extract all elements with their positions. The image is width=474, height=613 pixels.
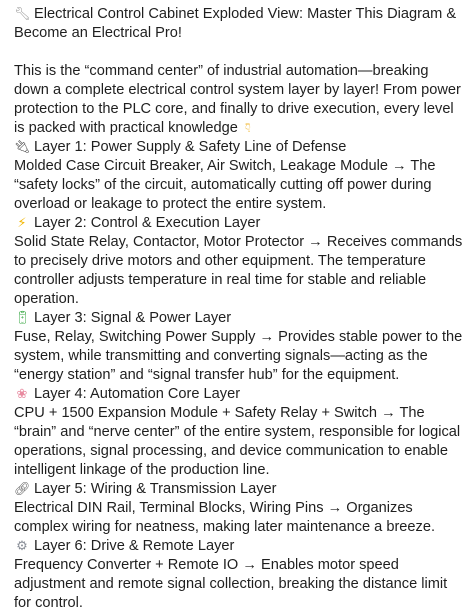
post-title [14, 5, 466, 43]
lightning-icon: ⚡︎ [17, 216, 27, 231]
layer-section-1 [14, 138, 466, 214]
layer-body-4: CPU + 1500 Expansion Module + Safety Relay + Switch → The “brain” and “nerve center” of the entire system, responsible for logical operations, signal processing, and device communication to enable intelligent linkage of the production line. [14, 405, 461, 478]
layer-section-4 [14, 385, 466, 480]
layer-section-5 [14, 480, 466, 537]
layer-heading-2 [14, 214, 466, 233]
layer-body-2: Solid State Relay, Contactor, Motor Protector → Receives commands to precisely drive motors and other equipment. The temperature controller adjusts temperature in real time for stable and reliable operation. [14, 234, 463, 307]
layer-heading-text: Layer 1: Power Supply & Safety Line of Defense [34, 139, 347, 155]
gear-icon: ⚙︎ [16, 539, 28, 554]
wrench-icon: 🔧︎ [14, 7, 31, 22]
layer-heading-text: Layer 3: Signal & Power Layer [34, 310, 232, 326]
layer-section-3 [14, 309, 466, 385]
layer-body-6: Frequency Converter + Remote IO → Enables motor speed adjustment and remote signal collection, breaking the distance limit for control. [14, 557, 448, 611]
pointing-down-icon: 👇︎ [245, 121, 251, 136]
layer-section-6 [14, 537, 466, 613]
intro-text: This is the “command center” of industrial automation—breaking down a complete electrical control system layer by layer! From power protection to the PLC core, and finally to drive execution, every level is packed with practical knowledge [14, 63, 461, 136]
layer-section-2 [14, 214, 466, 309]
layer-heading-4 [14, 385, 466, 404]
layer-heading-text: Layer 4: Automation Core Layer [34, 386, 241, 402]
layer-heading-6 [14, 537, 466, 556]
layer-body-1: Molded Case Circuit Breaker, Air Switch, Leakage Module → The “safety locks” of the circuit, automatically cutting off power during overload or leakage to protect the entire system. [14, 158, 436, 212]
layer-heading-5 [14, 480, 466, 499]
layer-body-3: Fuse, Relay, Switching Power Supply → Provides stable power to the system, while transmitting and converting signals—acting as the “energy station” and “signal transfer hub” for the equipment. [14, 329, 463, 383]
intro-paragraph [14, 62, 466, 138]
brain-icon: ❀ [16, 387, 28, 402]
layer-heading-3 [14, 309, 466, 328]
layer-heading-text: Layer 6: Drive & Remote Layer [34, 538, 235, 554]
layer-body-5: Electrical DIN Rail, Terminal Blocks, Wiring Pins → Organizes complex wiring for neatness, making later maintenance a breeze. [14, 500, 436, 535]
plug-icon: 🔌︎ [14, 140, 31, 155]
layer-heading-text: Layer 2: Control & Execution Layer [34, 215, 261, 231]
post-title-text: Electrical Control Cabinet Exploded View: Master This Diagram & Become an Electrical Pro! [14, 6, 457, 41]
battery-icon: 🔋︎ [14, 311, 31, 326]
layer-heading-1 [14, 138, 466, 157]
spacer [14, 43, 466, 62]
layer-heading-text: Layer 5: Wiring & Transmission Layer [34, 481, 277, 497]
link-icon: 🔗︎ [14, 482, 31, 497]
